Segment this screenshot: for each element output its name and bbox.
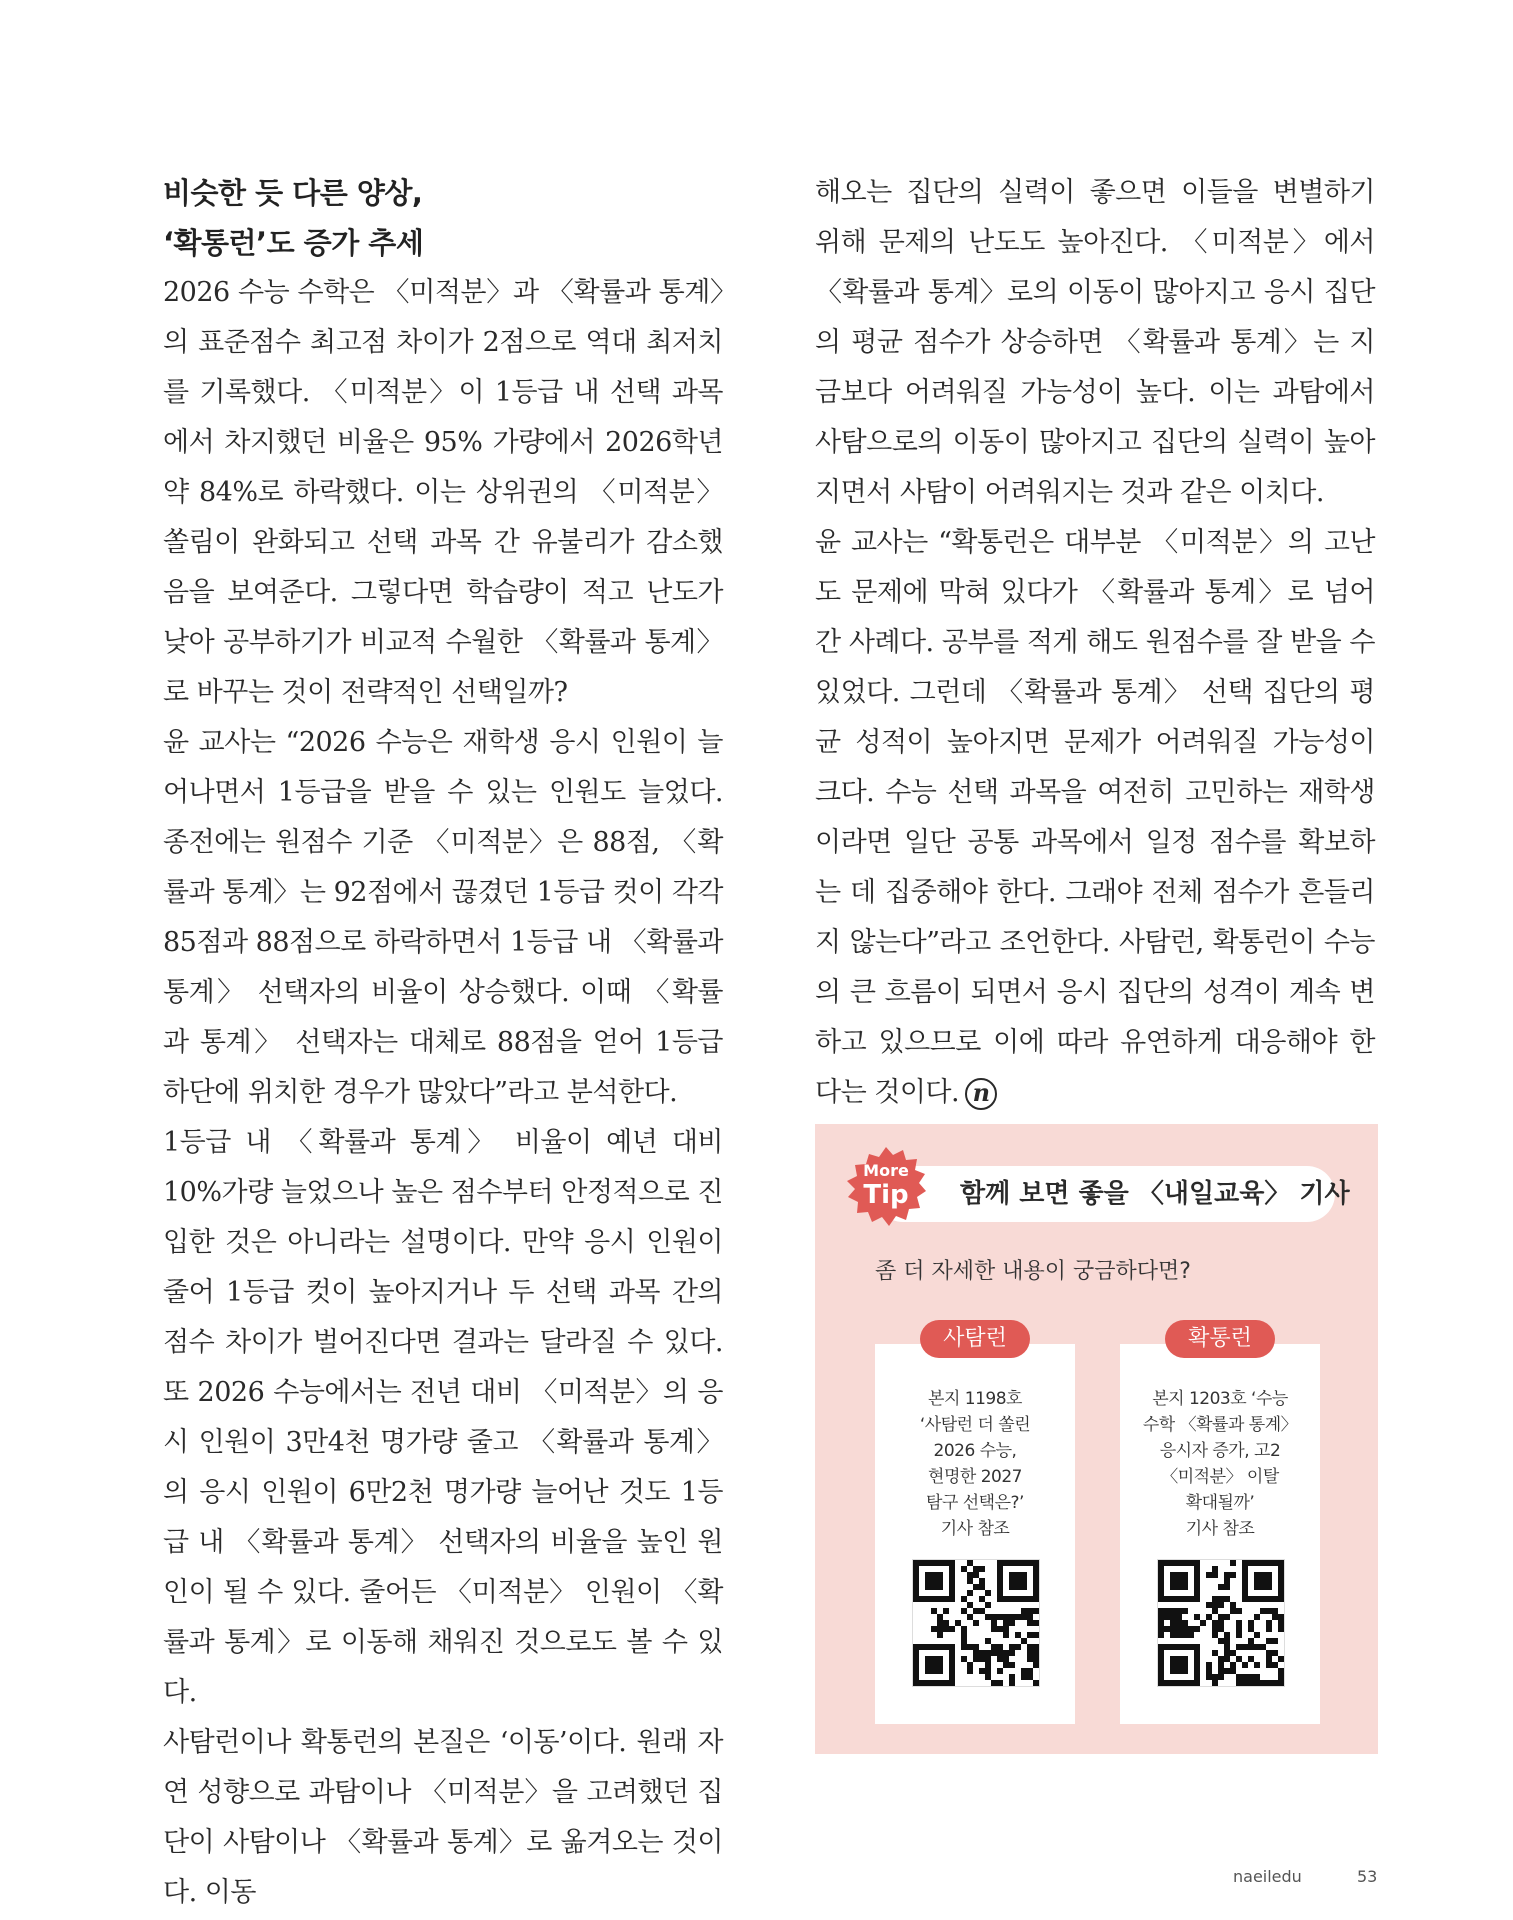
section-heading [163,168,723,268]
heading-line-1: 비슷한 듯 다른 양상, [163,176,423,210]
card-line: 탐구 선택은?’ [926,1493,1024,1513]
more-tip-box [815,1124,1378,1754]
card-line: 기사 참조 [1185,1519,1255,1539]
card-line: ‘사탐런 더 쏠린 [919,1415,1031,1435]
badge-more-label: More [863,1161,909,1180]
card-line: 수학 〈확률과 통계〉 [1142,1415,1298,1435]
footer-brand: naeiledu [1233,1867,1302,1886]
card-label: 확통런 [1165,1320,1275,1358]
tip-title: 함께 보면 좋을 〈내일교육〉 기사 [960,1179,1350,1209]
card-line: 본지 1198호 [928,1389,1022,1409]
qr-code-icon[interactable] [912,1559,1040,1687]
card-line: 확대될까’ [1185,1493,1255,1513]
card-line: 본지 1203호 ‘수능 [1152,1389,1288,1409]
card-line: 현명한 2027 [928,1467,1022,1487]
card-label: 사탐런 [920,1320,1030,1358]
badge-tip-label: Tip [863,1180,909,1210]
article-right-column [815,168,1375,1118]
heading-line-2: ‘확통런’도 증가 추세 [163,226,424,260]
card-line: 2026 수능, [933,1441,1017,1461]
end-mark-icon: n [965,1078,997,1110]
qr-code-icon[interactable] [1157,1559,1285,1687]
article-card-satamrun [875,1326,1075,1724]
paragraph: 1등급 내 〈확률과 통계〉 비율이 예년 대비 10%가량 늘었으나 높은 점수부터 안정적으로 진입한 것은 아니라는 설명이다. 만약 응시 인원이 줄어 1등급 컷이 높아지거나 두 선택 과목 간의 점수 차이가 벌어진다면 결과는 달라질 수 있다. 또 2026 수능에서는 전년 대비 〈미적분〉의 응시 인원이 3만4천 명가량 줄고 〈확률과 통계〉의 응시 인원이 6만2천 명가량 늘어난 것도 1등급 내 〈확률과 통계〉 선택자의 비율을 높인 원인이 될 수 있다. 줄어든 〈미적분〉 인원이 〈확률과 통계〉로 이동해 채워진 것으로도 볼 수 있다. [163,1127,723,1708]
card-description [881,1386,1069,1542]
paragraph [815,518,1375,1118]
tip-subtitle: 좀 더 자세한 내용이 궁금하다면? [875,1259,1191,1284]
tip-header [875,1166,1350,1222]
paragraph: 2026 수능 수학은 〈미적분〉과 〈확률과 통계〉의 표준점수 최고점 차이가 2점으로 역대 최저치를 기록했다. 〈미적분〉이 1등급 내 선택 과목에서 차지했던 비율은 95% 가량에서 2026학년 약 84%로 하락했다. 이는 상위권의 〈미적분〉 쏠림이 완화되고 선택 과목 간 유불리가 감소했음을 보여준다. 그렇다면 학습량이 적고 난도가 낮아 공부하기가 비교적 수월한 〈확률과 통계〉로 바꾸는 것이 전략적인 선택일까? [163,277,723,708]
article-left-column [163,168,723,1918]
paragraph: 윤 교사는 “2026 수능은 재학생 응시 인원이 늘어나면서 1등급을 받을 수 있는 인원도 늘었다. 종전에는 원점수 기준 〈미적분〉은 88점, 〈확률과 통계〉는 92점에서 끊겼던 1등급 컷이 각각 85점과 88점으로 하락하면서 1등급 내 〈확률과 통계〉 선택자의 비율이 상승했다. 이때 〈확률과 통계〉 선택자는 대체로 88점을 얻어 1등급 하단에 위치한 경우가 많았다”라고 분석한다. [163,727,723,1108]
more-tip-badge-icon [845,1146,927,1228]
card-line: 기사 참조 [940,1519,1010,1539]
paragraph-text: 윤 교사는 “확통런은 대부분 〈미적분〉의 고난도 문제에 막혀 있다가 〈확률과 통계〉로 넘어간 사례다. 공부를 적게 해도 원점수를 잘 받을 수 있었다. 그런데 〈확률과 통계〉 선택 집단의 평균 성적이 높아지면 문제가 어려워질 가능성이 크다. 수능 선택 과목을 여전히 고민하는 재학생이라면 일단 공통 과목에서 일정 점수를 확보하는 데 집중해야 한다. 그래야 전체 점수가 흔들리지 않는다”라고 조언한다. 사탐런, 확통런이 수능의 큰 흐름이 되면서 응시 집단의 성격이 계속 변하고 있으므로 이에 따라 유연하게 대응해야 한다는 것이다. [815,527,1375,1108]
article-card-hwaktongrun [1120,1326,1320,1724]
card-line: 〈미적분〉 이탈 [1161,1467,1279,1487]
card-description [1126,1386,1314,1542]
card-line: 응시자 증가, 고2 [1159,1441,1281,1461]
paragraph: 사탐런이나 확통런의 본질은 ‘이동’이다. 원래 자연 성향으로 과탐이나 〈미적분〉을 고려했던 집단이 사탐이나 〈확률과 통계〉로 옮겨오는 것이다. 이동 [163,1727,723,1908]
paragraph: 해오는 집단의 실력이 좋으면 이들을 변별하기 위해 문제의 난도도 높아진다. 〈미적분〉에서 〈확률과 통계〉로의 이동이 많아지고 응시 집단의 평균 점수가 상승하면 〈확률과 통계〉는 지금보다 어려워질 가능성이 높다. 이는 과탐에서 사탐으로의 이동이 많아지고 집단의 실력이 높아지면서 사탐이 어려워지는 것과 같은 이치다. [815,177,1375,508]
page-number: 53 [1357,1867,1378,1886]
